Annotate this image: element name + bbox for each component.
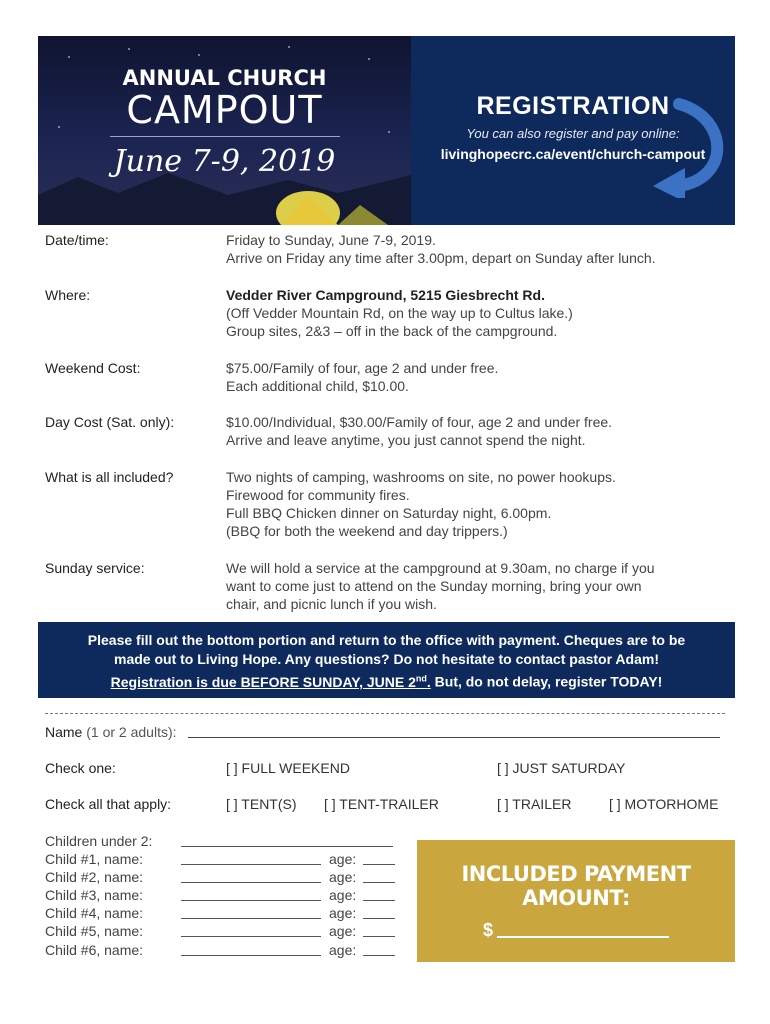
info-value: [226, 559, 726, 613]
banner-divider: [110, 136, 340, 137]
info-line: We will hold a service at the campground at 9.30am, no charge if you: [226, 560, 655, 576]
name-label: Name: [45, 724, 83, 740]
banner-title-line1: ANNUAL CHURCH: [122, 66, 327, 90]
notice-urge: But, do not delay, register TODAY!: [430, 673, 663, 690]
info-line: Firewood for community fires.: [226, 487, 410, 503]
info-line: Arrive and leave anytime, you just cannot spend the night.: [226, 432, 586, 448]
header-banner: [38, 36, 735, 225]
registration-url-link[interactable]: livinghopecrc.ca/event/church-campout: [440, 146, 706, 162]
name-row: [45, 724, 177, 740]
checkbox-full-weekend[interactable]: [ ] FULL WEEKEND: [226, 760, 350, 776]
info-label: Day Cost (Sat. only):: [45, 414, 175, 430]
info-line: Friday to Sunday, June 7-9, 2019.: [226, 232, 436, 248]
info-line: $10.00/Individual, $30.00/Family of four, age 2 and under free.: [226, 414, 613, 430]
registration-subtitle: You can also register and pay online:: [466, 126, 680, 141]
age-label: age:: [329, 942, 357, 958]
child-4-name-field[interactable]: [181, 906, 321, 919]
deadline-text: Registration is due BEFORE SUNDAY, JUNE 2nd.: [110, 673, 431, 690]
info-label: Weekend Cost:: [45, 360, 141, 376]
info-line: (Off Vedder Mountain Rd, on the way up to Cultus lake.): [226, 305, 573, 321]
cut-line: [45, 713, 725, 714]
info-line: Full BBQ Chicken dinner on Saturday night, 6.00pm.: [226, 505, 552, 521]
checkbox-motorhome[interactable]: [ ] MOTORHOME: [609, 796, 719, 812]
child-4-label: Child #4, name:: [45, 905, 144, 921]
child-5-name-field[interactable]: [181, 924, 321, 937]
info-line: Arrive on Friday any time after 3.00pm, depart on Sunday after lunch.: [226, 250, 656, 266]
info-label: Sunday service:: [45, 560, 145, 576]
child-2-age-field[interactable]: [363, 870, 395, 883]
name-field[interactable]: [188, 725, 720, 738]
info-value: [226, 359, 726, 395]
children-under-2-field[interactable]: [181, 834, 393, 847]
campout-image: [38, 36, 411, 225]
info-line: Two nights of camping, washrooms on site, no power hookups.: [226, 469, 616, 485]
age-label: age:: [329, 869, 357, 885]
child-3-age-field[interactable]: [363, 888, 395, 901]
notice-line: Please fill out the bottom portion and return to the office with payment. Cheques are to be: [87, 632, 686, 648]
child-1-label: Child #1, name:: [45, 851, 144, 867]
registration-panel: [411, 36, 735, 225]
child-1-age-field[interactable]: [363, 852, 395, 865]
info-line: (BBQ for both the weekend and day trippers.): [226, 523, 508, 539]
child-6-age-field[interactable]: [363, 943, 395, 956]
check-all-label: Check all that apply:: [45, 796, 172, 812]
info-line: Group sites, 2&3 – off in the back of the campground.: [226, 323, 558, 339]
child-6-label: Child #6, name:: [45, 942, 144, 958]
child-1-name-field[interactable]: [181, 852, 321, 865]
info-value: [226, 468, 726, 540]
age-label: age:: [329, 905, 357, 921]
checkbox-trailer[interactable]: [ ] TRAILER: [497, 796, 572, 812]
payment-amount-box: [417, 840, 735, 962]
info-label: What is all included?: [45, 469, 174, 485]
banner-title-line2: CAMPOUT: [126, 88, 323, 132]
payment-amount-field[interactable]: [497, 936, 669, 938]
banner-date: June 7-9, 2019: [113, 144, 336, 179]
check-one-label: Check one:: [45, 760, 116, 776]
notice-deadline: [38, 669, 735, 692]
child-6-name-field[interactable]: [181, 943, 321, 956]
info-label: Where:: [45, 287, 91, 303]
child-3-name-field[interactable]: [181, 888, 321, 901]
children-under-2-label: Children under 2:: [45, 833, 153, 849]
child-2-name-field[interactable]: [181, 870, 321, 883]
child-2-label: Child #2, name:: [45, 869, 144, 885]
child-3-label: Child #3, name:: [45, 887, 144, 903]
dollar-sign: $: [483, 920, 494, 940]
child-5-label: Child #5, name:: [45, 923, 144, 939]
info-value: [226, 413, 726, 449]
registration-title: REGISTRATION: [476, 92, 670, 120]
age-label: age:: [329, 851, 357, 867]
instructions-notice: [38, 622, 735, 698]
age-label: age:: [329, 923, 357, 939]
info-value: [226, 286, 726, 340]
checkbox-just-saturday[interactable]: [ ] JUST SATURDAY: [497, 760, 626, 776]
notice-line: made out to Living Hope. Any questions? Do not hesitate to contact pastor Adam!: [114, 651, 659, 667]
info-line: $75.00/Family of four, age 2 and under free.: [226, 360, 499, 376]
checkbox-tents[interactable]: [ ] TENT(S): [226, 796, 297, 812]
info-line: Each additional child, $10.00.: [226, 378, 409, 394]
info-label: Date/time:: [45, 232, 109, 248]
info-line: chair, and picnic lunch if you wish.: [226, 596, 437, 612]
info-value: [226, 231, 726, 267]
payment-title: INCLUDED PAYMENT AMOUNT:: [461, 862, 691, 910]
child-5-age-field[interactable]: [363, 924, 395, 937]
child-4-age-field[interactable]: [363, 906, 395, 919]
info-line: want to come just to attend on the Sunday morning, bring your own: [226, 578, 642, 594]
checkbox-tent-trailer[interactable]: [ ] TENT-TRAILER: [324, 796, 439, 812]
name-hint: (1 or 2 adults):: [82, 724, 177, 740]
age-label: age:: [329, 887, 357, 903]
info-line: Vedder River Campground, 5215 Giesbrecht Rd.: [226, 287, 545, 303]
